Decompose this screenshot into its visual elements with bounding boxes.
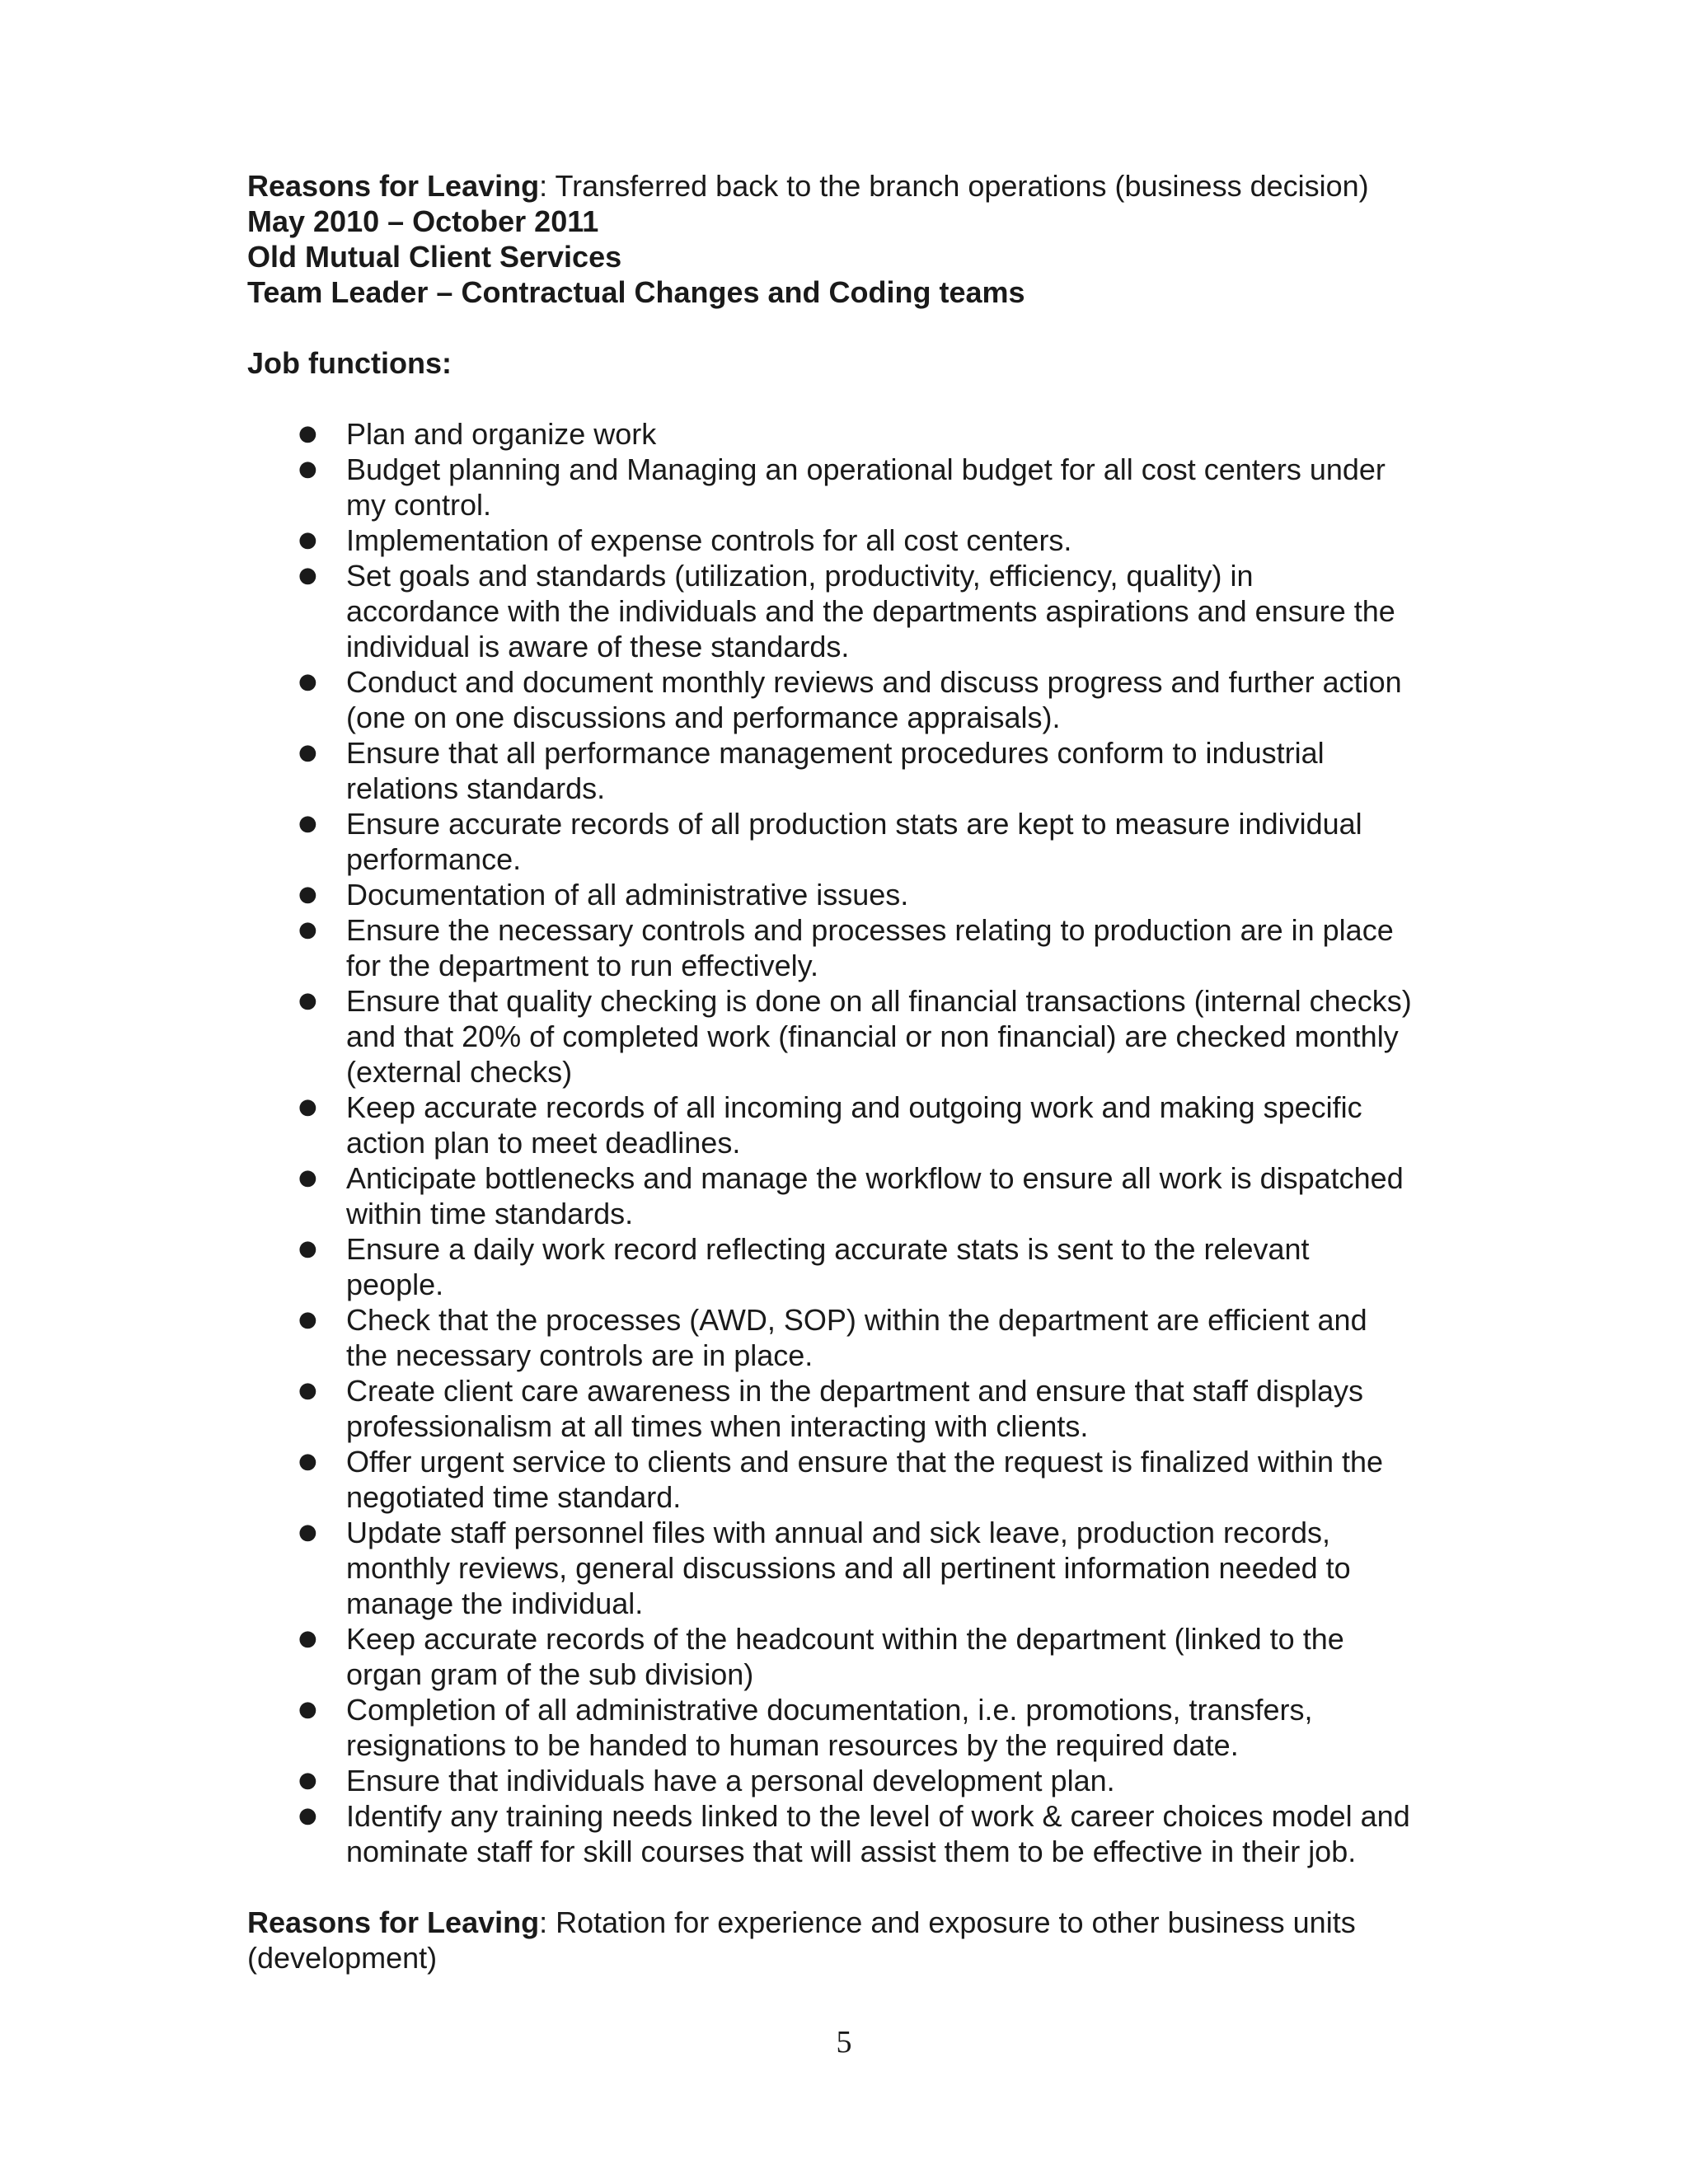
bullet-icon: ● xyxy=(298,740,317,765)
list-item-text: Ensure that individuals have a personal development plan. xyxy=(346,1764,1115,1797)
list-item-text: Implementation of expense controls for all cost centers. xyxy=(346,523,1072,557)
list-item-text: Set goals and standards (utilization, productivity, efficiency, quality) in accordance with the individuals and the departments aspirations and ensure the individual is aware of these standards. xyxy=(346,559,1395,663)
reason-for-leaving-previous xyxy=(247,168,1459,204)
list-item-text: Budget planning and Managing an operational budget for all cost centers under my control. xyxy=(346,452,1386,522)
bullet-icon: ● xyxy=(298,917,317,942)
list-item-text: Plan and organize work xyxy=(346,417,657,451)
list-item-text: Ensure that all performance management procedures conform to industrial relations standards. xyxy=(346,736,1325,805)
bullet-icon: ● xyxy=(298,669,317,694)
list-item xyxy=(247,1373,1459,1444)
bullet-icon: ● xyxy=(298,527,317,552)
bullet-icon: ● xyxy=(298,563,317,588)
list-item xyxy=(247,523,1459,558)
list-item xyxy=(247,664,1459,735)
list-item xyxy=(247,1090,1459,1160)
company-name: Old Mutual Client Services xyxy=(247,240,622,274)
list-item-text: Keep accurate records of the headcount within the department (linked to the organ gram of the sub division) xyxy=(346,1622,1344,1691)
bullet-icon: ● xyxy=(298,1094,317,1119)
bullet-icon: ● xyxy=(298,1626,317,1651)
list-item xyxy=(247,416,1459,452)
list-item xyxy=(247,983,1459,1090)
bullet-icon: ● xyxy=(298,811,317,836)
reason-label: Reasons for Leaving xyxy=(247,169,540,203)
list-item-text: Keep accurate records of all incoming and outgoing work and making specific action plan to meet deadlines. xyxy=(346,1090,1362,1160)
list-item-text: Documentation of all administrative issues. xyxy=(346,878,909,912)
list-item-text: Update staff personnel files with annual and sick leave, production records, monthly reviews, general discussions and all pertinent information needed to manage the individual. xyxy=(346,1516,1351,1620)
bullet-icon: ● xyxy=(298,1307,317,1332)
list-item-text: Identify any training needs linked to the level of work & career choices model and nominate staff for skill courses that will assist them to be effective in their job. xyxy=(346,1799,1410,1868)
job-functions-heading: Job functions: xyxy=(247,346,452,380)
list-item-text: Create client care awareness in the department and ensure that staff displays professionalism at all times when interacting with clients. xyxy=(346,1374,1364,1443)
bullet-icon: ● xyxy=(298,1449,317,1474)
list-item xyxy=(247,452,1459,523)
list-item xyxy=(247,1621,1459,1692)
list-item-text: Ensure a daily work record reflecting accurate stats is sent to the relevant people. xyxy=(346,1232,1310,1301)
list-item-text: Completion of all administrative documentation, i.e. promotions, transfers, resignations to be handed to human resources by the required date. xyxy=(346,1693,1313,1762)
employment-period: May 2010 – October 2011 xyxy=(247,204,599,238)
reason-text: : Rotation for experience and exposure to other business units (development) xyxy=(247,1905,1356,1975)
page-number: 5 xyxy=(836,2025,852,2060)
bullet-icon: ● xyxy=(298,1378,317,1403)
list-item xyxy=(247,1515,1459,1621)
reason-label: Reasons for Leaving xyxy=(247,1905,540,1939)
bullet-icon: ● xyxy=(298,1697,317,1722)
bullet-icon: ● xyxy=(298,1803,317,1828)
list-item xyxy=(247,735,1459,806)
list-item xyxy=(247,558,1459,664)
list-item xyxy=(247,1160,1459,1231)
list-item xyxy=(247,1692,1459,1763)
bullet-icon: ● xyxy=(298,1520,317,1544)
job-title: Team Leader – Contractual Changes and Coding teams xyxy=(247,275,1025,309)
list-item-text: Check that the processes (AWD, SOP) within the department are efficient and the necessary controls are in place. xyxy=(346,1303,1367,1372)
list-item-text: Ensure accurate records of all production stats are kept to measure individual performance. xyxy=(346,807,1362,876)
list-item xyxy=(247,1302,1459,1373)
list-item-text: Anticipate bottlenecks and manage the workflow to ensure all work is dispatched within time standards. xyxy=(346,1161,1404,1230)
bullet-icon: ● xyxy=(298,421,317,446)
list-item xyxy=(247,806,1459,877)
bullet-icon: ● xyxy=(298,457,317,481)
reason-text: : Transferred back to the branch operations (business decision) xyxy=(539,169,1369,203)
list-item xyxy=(247,1798,1459,1869)
bullet-icon: ● xyxy=(298,1236,317,1261)
list-item xyxy=(247,1763,1459,1798)
job-functions-list xyxy=(247,416,1459,1869)
list-item-text: Conduct and document monthly reviews and discuss progress and further action (one on one discussions and performance appraisals). xyxy=(346,665,1402,734)
bullet-icon: ● xyxy=(298,1165,317,1190)
list-item-text: Ensure the necessary controls and processes relating to production are in place for the department to run effectively. xyxy=(346,913,1394,982)
list-item-text: Offer urgent service to clients and ensure that the request is finalized within the negotiated time standard. xyxy=(346,1445,1384,1514)
bullet-icon: ● xyxy=(298,1768,317,1793)
bullet-icon: ● xyxy=(298,882,317,907)
reason-for-leaving xyxy=(247,1905,1459,1975)
list-item-text: Ensure that quality checking is done on all financial transactions (internal checks) and that 20% of completed work (financial or non financial) are checked monthly (external checks) xyxy=(346,984,1412,1089)
list-item xyxy=(247,912,1459,983)
list-item xyxy=(247,1231,1459,1302)
list-item xyxy=(247,877,1459,912)
document-body xyxy=(247,168,1459,1975)
list-item xyxy=(247,1444,1459,1515)
bullet-icon: ● xyxy=(298,988,317,1013)
